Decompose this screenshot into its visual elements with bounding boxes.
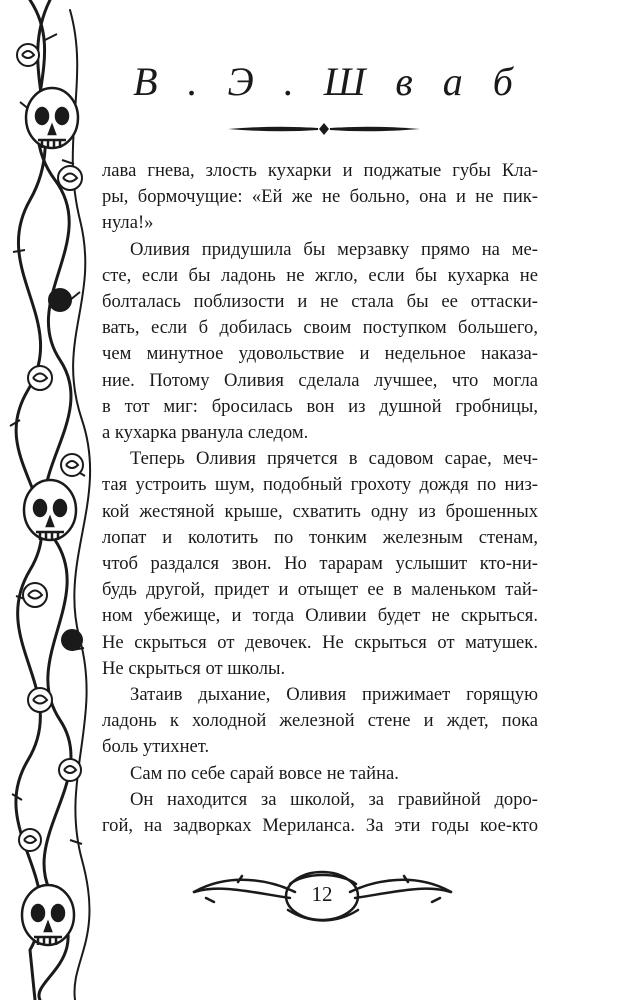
- skull-rose-vine-border: [0, 0, 108, 1000]
- text-line: Не скрыться от девочек. Не скрыться от матушек.: [102, 631, 538, 653]
- text-line: сте, если бы ладонь не жгло, если бы кухарка не: [102, 264, 538, 286]
- text-line: Оливия придушила бы мерзавку прямо на ме-: [130, 238, 538, 260]
- text-line: тая устроить шум, подобный грохоту дождя по низ-: [102, 474, 538, 496]
- text-line: ние. Потому Оливия сделала лучшее, что могла: [102, 369, 538, 391]
- text-line: Он находится за школой, за гравийной доро-: [130, 788, 538, 810]
- body-text: [102, 158, 538, 839]
- text-line: нула!»: [102, 212, 154, 234]
- running-head-author: В . Э . Ш в а б: [133, 59, 523, 104]
- text-line: чем минутное удовольствие и недельное наказа-: [102, 343, 538, 365]
- text-line: ном убежище, и тогда Оливии будет не скрыться.: [102, 605, 538, 627]
- text-line: лава гнева, злость кухарки и поджатые губы Кла-: [102, 160, 538, 181]
- text-line: Теперь Оливия прячется в садовом сарае, меч-: [130, 448, 538, 470]
- text-line: болталась поблизости и не стала бы ее оттаски-: [102, 291, 538, 313]
- text-line: а кухарка рванула следом.: [102, 422, 309, 444]
- text-line: Не скрыться от школы.: [102, 657, 286, 679]
- text-line: будь другой, придет и отыщет ее в маленьком тай-: [102, 579, 538, 601]
- page-number: 12: [311, 882, 333, 906]
- text-line: гой, на задворках Мериланса. За эти годы кое-кто: [102, 815, 538, 837]
- text-line: ры, бормочущие: «Ей же не больно, она и не пик-: [102, 186, 538, 208]
- skull-top: [26, 88, 78, 148]
- skull-bottom: [22, 885, 74, 945]
- text-line: чтоб раздался звон. Но тарарам услышит кто-ни-: [102, 553, 538, 575]
- text-line: Сам по себе сарай вовсе не тайна.: [130, 762, 399, 784]
- header-ornament-rule: [228, 121, 420, 137]
- text-line: лопат и колотить по тонким железным стенам,: [102, 526, 538, 548]
- text-line: вать, если б добилась своим поступком большего,: [102, 317, 538, 339]
- text-line: кой жестяной крыше, схватить одну из брошенных: [102, 500, 538, 522]
- text-line: в тот миг: бросилась вон из душной гробницы,: [102, 395, 538, 417]
- text-line: ладонь к холодной железной стене и ждет, пока: [102, 710, 538, 732]
- text-line: боль утихнет.: [102, 736, 210, 758]
- skull-middle: [24, 480, 76, 540]
- text-line: Затаив дыхание, Оливия прижимает горящую: [130, 684, 538, 706]
